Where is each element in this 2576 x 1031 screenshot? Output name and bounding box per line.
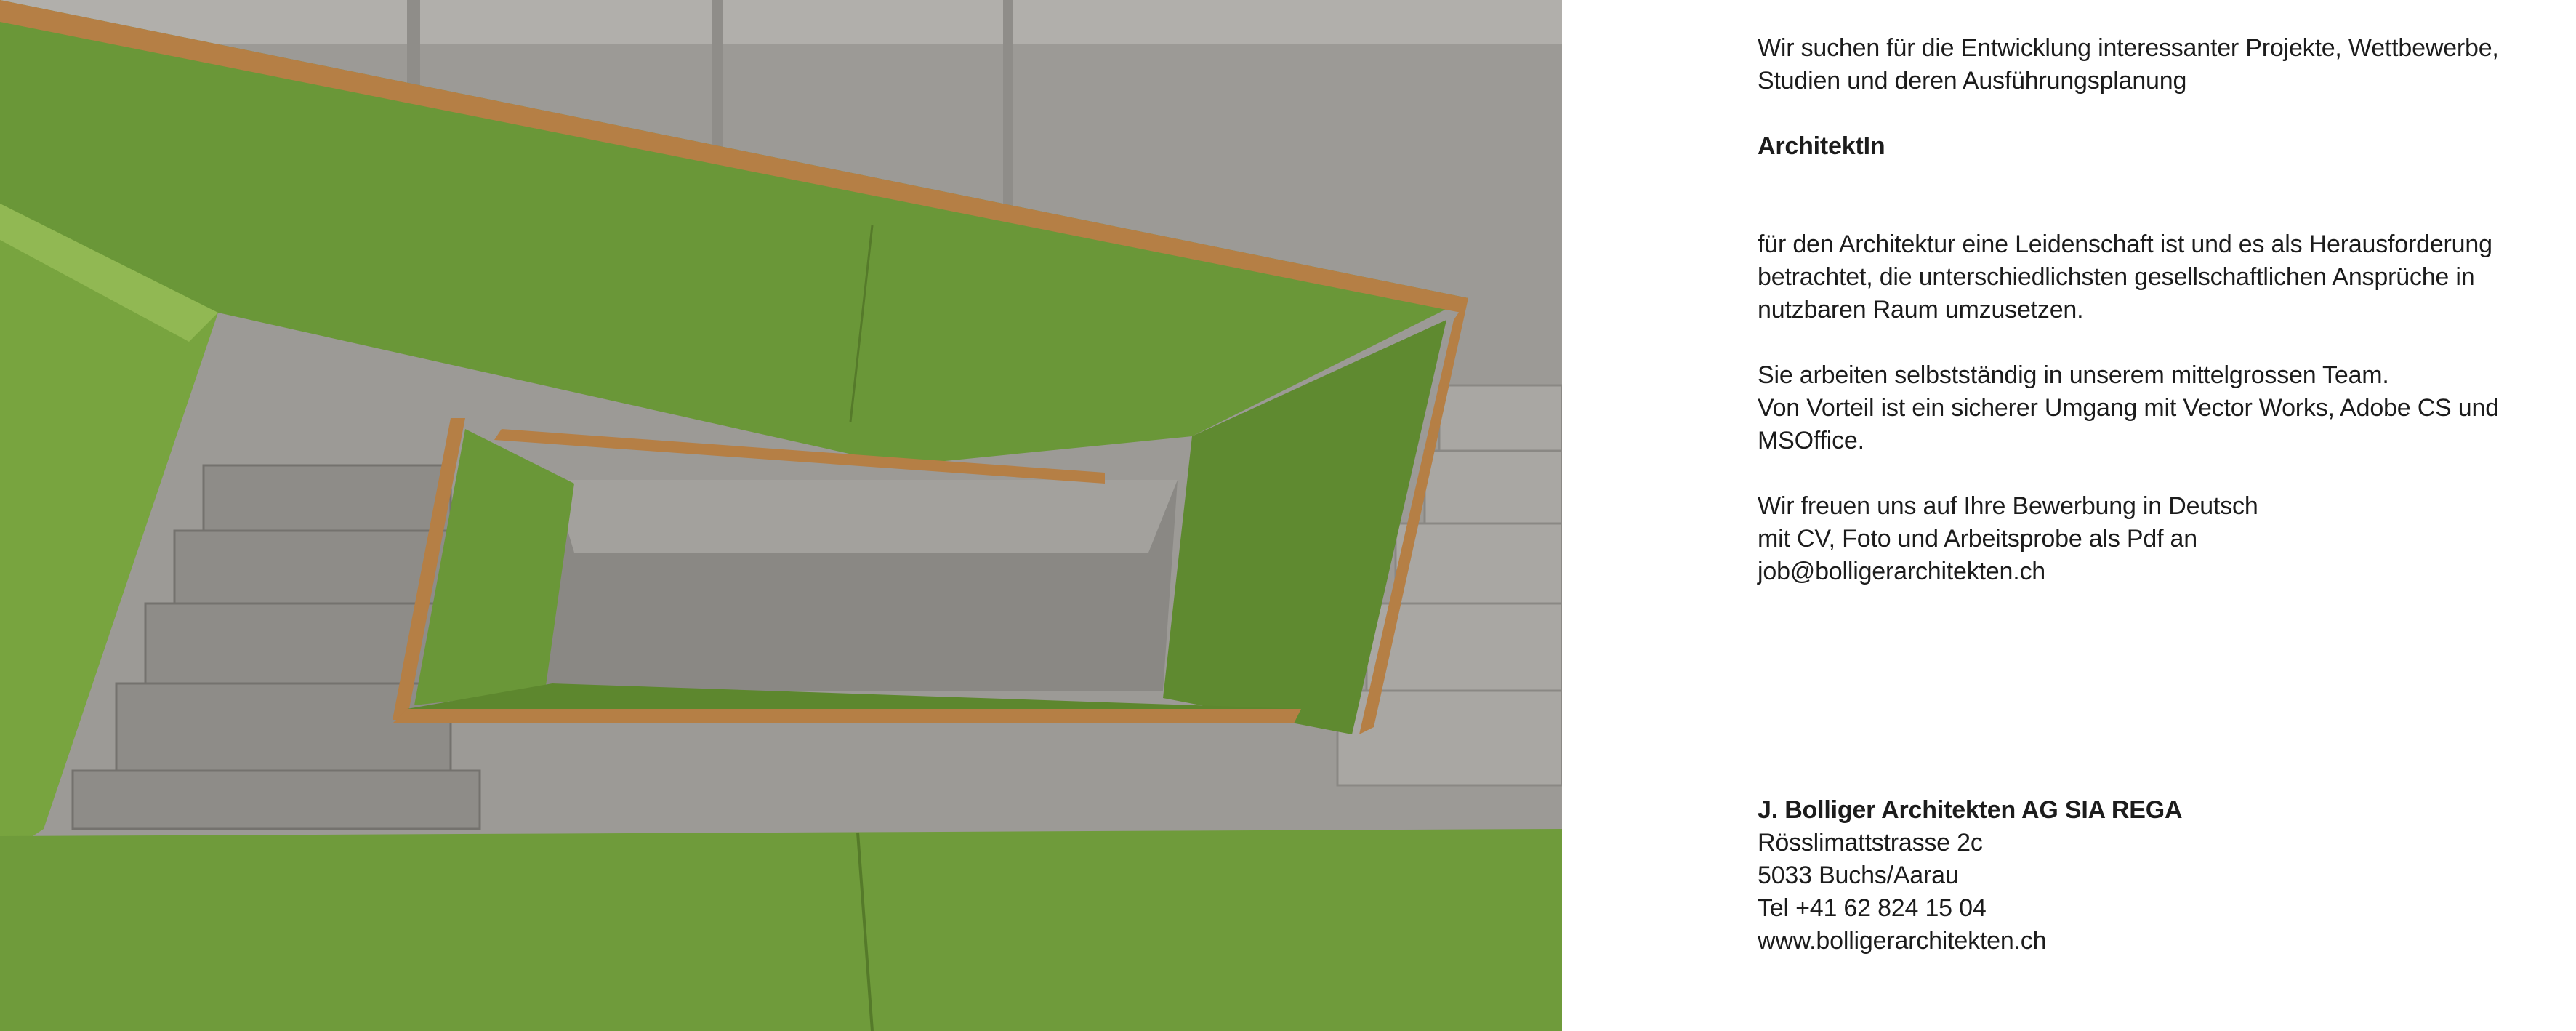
position-title: ArchitektIn [1758,132,1885,160]
city-address: 5033 Buchs/Aarau [1758,862,1959,889]
paragraph-team-line-2: Von Vorteil ist ein sicherer Umgang mit Vector Works, Adobe CS und MSOffice. [1758,394,2499,454]
phone-number: Tel +41 62 824 15 04 [1758,894,1987,922]
contact-block [1758,794,2528,958]
company-name: J. Bolliger Architekten AG SIA REGA [1758,796,2183,824]
website-link[interactable]: www.bolligerarchitekten.ch [1758,927,2047,955]
paragraph-application-line-2: mit CV, Foto und Arbeitsprobe als Pdf an [1758,525,2197,553]
intro-text: Wir suchen für die Entwicklung interessanter Projekte, Wettbewerbe, Studien und deren Ausführungsplanung [1758,34,2499,95]
street-address: Rösslimattstrasse 2c [1758,829,1983,857]
email-link[interactable]: job@bolligerarchitekten.ch [1758,558,2045,585]
website[interactable] [1758,925,2528,958]
paragraph-application-line-1: Wir freuen uns auf Ihre Bewerbung in Deutsch [1758,492,2258,520]
paragraph-passion: für den Architektur eine Leidenschaft ist und es als Herausforderung betrachtet, die unterschiedlichsten gesellschaftlichen Ansprüche in nutzbaren Raum umzusetzen. [1758,230,2492,324]
job-posting [1758,32,2528,588]
application-email[interactable] [1758,555,2528,588]
paragraph-team [1758,359,2528,457]
paragraph-team-line-1: Sie arbeiten selbstständig in unserem mittelgrossen Team. [1758,361,2389,389]
paragraph-application [1758,490,2528,588]
